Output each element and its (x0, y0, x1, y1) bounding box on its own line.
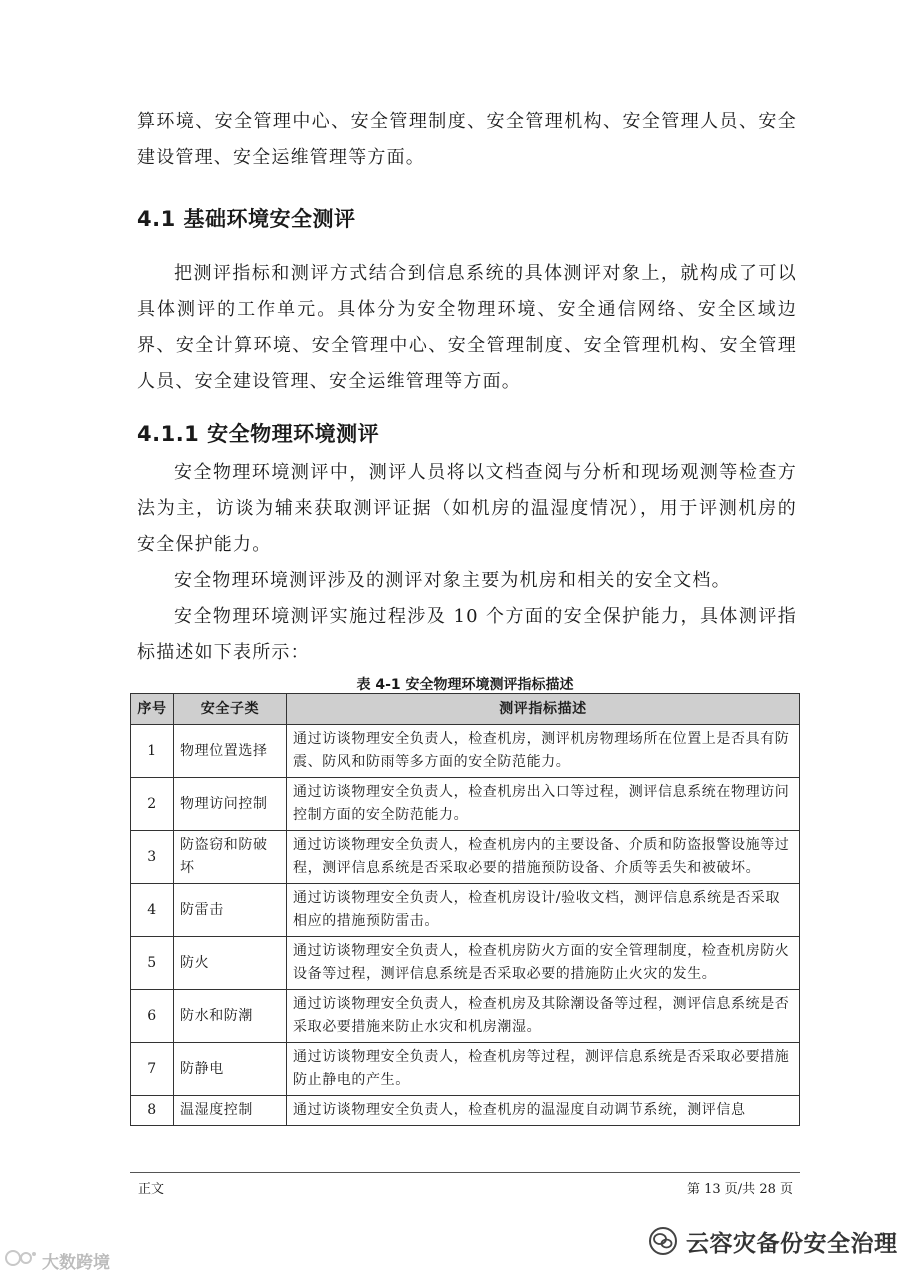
footer-section-label: 正文 (138, 1182, 165, 1197)
row-description: 通过访谈物理安全负责人，检查机房等过程，测评信息系统是否采取必要措施防止静电的产生。 (287, 1043, 800, 1096)
table-row (131, 937, 800, 990)
section-heading-4-1: 4.1 基础环境安全测评 (137, 207, 356, 231)
header-description: 测评指标描述 (287, 694, 800, 725)
row-number: 4 (131, 884, 174, 937)
paragraph-physical-env-intro: 安全物理环境测评中，测评人员将以文档查阅与分析和现场观测等检查方法为主，访谈为辅来获取测评证据（如机房的温湿度情况），用于评测机房的安全保护能力。 (137, 462, 797, 555)
paragraph-continued: 算环境、安全管理中心、安全管理制度、安全管理机构、安全管理人员、安全建设管理、安全运维管理等方面。 (137, 111, 797, 168)
header-seq: 序号 (131, 694, 174, 725)
wechat-icon (648, 1226, 678, 1256)
row-description: 通过访谈物理安全负责人，检查机房的温湿度自动调节系统，测评信息 (287, 1096, 800, 1126)
paragraph-test-objects: 安全物理环境测评涉及的测评对象主要为机房和相关的安全文档。 (174, 570, 731, 591)
table-row (131, 884, 800, 937)
table-row (131, 1096, 800, 1126)
watermark-source-name: 大数跨境 (42, 1252, 110, 1273)
row-description: 通过访谈物理安全负责人，检查机房，测评机房物理场所在位置上是否具有防震、防风和防雨等多方面的安全防范能力。 (287, 725, 800, 778)
row-description: 通过访谈物理安全负责人，检查机房出入口等过程，测评信息系统在物理访问控制方面的安全防范能力。 (287, 778, 800, 831)
section-heading-4-1-1: 4.1.1 安全物理环境测评 (137, 422, 380, 446)
row-number: 1 (131, 725, 174, 778)
table-row (131, 990, 800, 1043)
row-subcategory: 防静电 (174, 1043, 287, 1096)
watermark-account (648, 1224, 898, 1258)
logo-icon (4, 1248, 38, 1273)
paragraph-ten-aspects: 安全物理环境测评实施过程涉及 10 个方面的安全保护能力，具体测评指标描述如下表所示： (137, 606, 797, 663)
row-subcategory: 物理位置选择 (174, 725, 287, 778)
table-row (131, 778, 800, 831)
row-number: 7 (131, 1043, 174, 1096)
watermark-account-name: 云容灾备份安全治理 (686, 1230, 898, 1257)
table-row (131, 1043, 800, 1096)
row-number: 3 (131, 831, 174, 884)
row-description: 通过访谈物理安全负责人，检查机房内的主要设备、介质和防盗报警设施等过程，测评信息系统是否采取必要的措施预防设备、介质等丢失和被破坏。 (287, 831, 800, 884)
footer-page-number: 第 13 页/共 28 页 (687, 1182, 793, 1197)
table-caption: 表 4-1 安全物理环境测评指标描述 (356, 677, 574, 693)
row-subcategory: 物理访问控制 (174, 778, 287, 831)
row-subcategory: 温湿度控制 (174, 1096, 287, 1126)
row-number: 6 (131, 990, 174, 1043)
row-number: 8 (131, 1096, 174, 1126)
row-number: 2 (131, 778, 174, 831)
footer-divider (130, 1172, 800, 1173)
watermark-source (4, 1248, 110, 1272)
row-description: 通过访谈物理安全负责人，检查机房及其除潮设备等过程，测评信息系统是否采取必要措施来防止水灾和机房潮湿。 (287, 990, 800, 1043)
table-header-row (131, 694, 800, 725)
header-subcategory: 安全子类 (174, 694, 287, 725)
row-subcategory: 防盗窃和防破坏 (174, 831, 287, 884)
index-table (130, 693, 800, 1126)
row-description: 通过访谈物理安全负责人，检查机房设计/验收文档，测评信息系统是否采取相应的措施预防雷击。 (287, 884, 800, 937)
row-subcategory: 防水和防潮 (174, 990, 287, 1043)
row-subcategory: 防雷击 (174, 884, 287, 937)
row-number: 5 (131, 937, 174, 990)
table-row (131, 831, 800, 884)
table-row (131, 725, 800, 778)
paragraph-work-units: 把测评指标和测评方式结合到信息系统的具体测评对象上，就构成了可以具体测评的工作单元。具体分为安全物理环境、安全通信网络、安全区域边界、安全计算环境、安全管理中心、安全管理制度、安全管理机构、安全管理人员、安全建设管理、安全运维管理等方面。 (137, 263, 797, 392)
row-subcategory: 防火 (174, 937, 287, 990)
row-description: 通过访谈物理安全负责人，检查机房防火方面的安全管理制度，检查机房防火设备等过程，测评信息系统是否采取必要的措施防止火灾的发生。 (287, 937, 800, 990)
